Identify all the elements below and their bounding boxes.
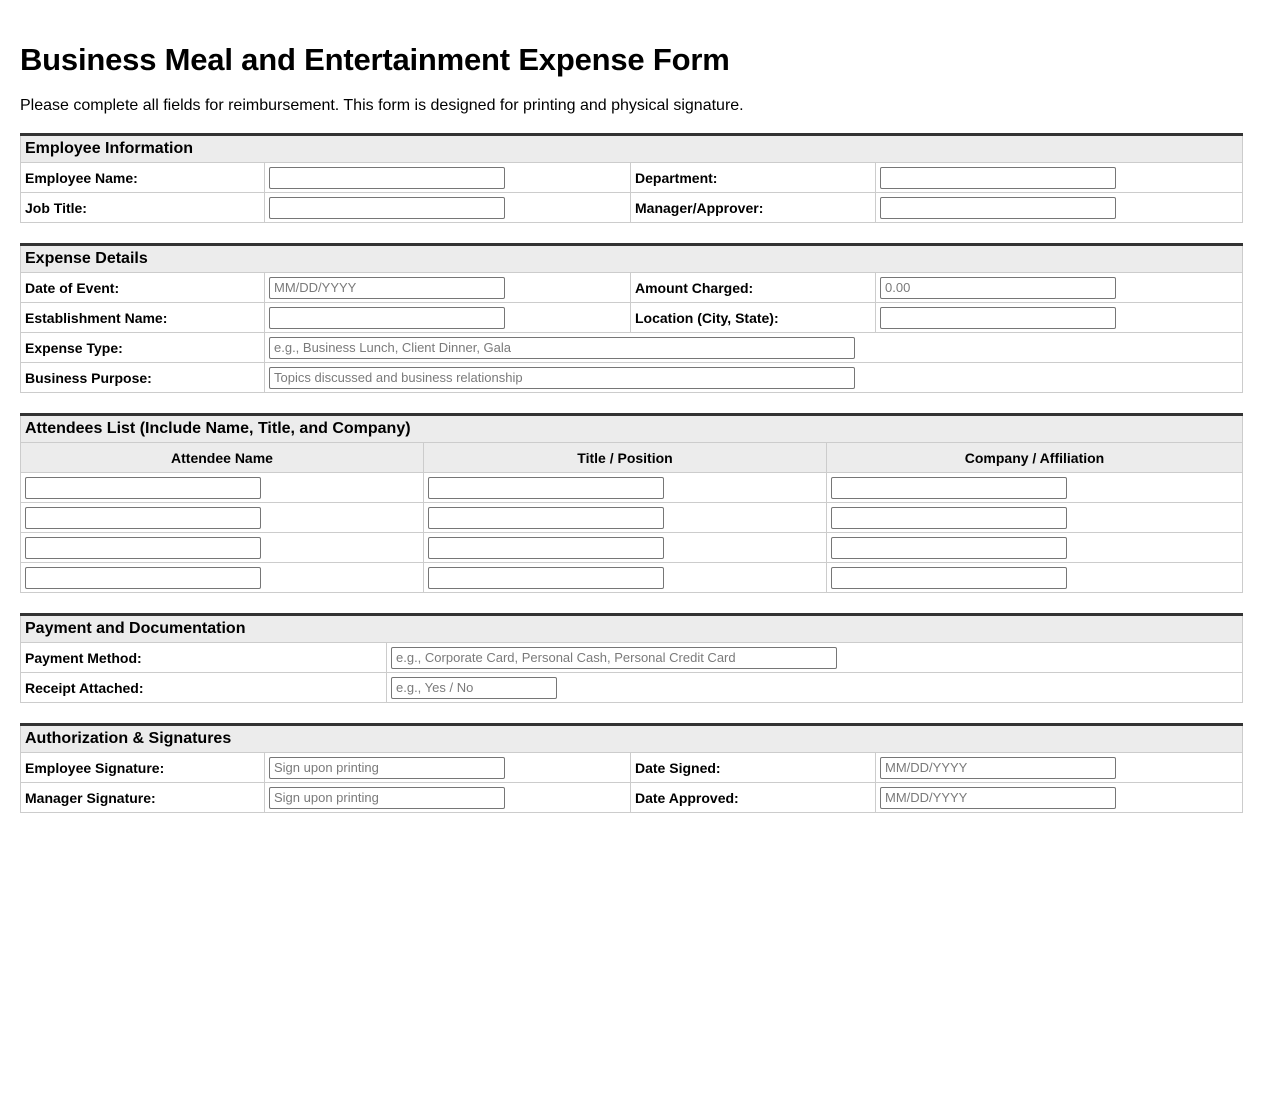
manager-approver-label: Manager/Approver: [631,193,876,223]
expense-details-section [20,243,1243,393]
employee-information-heading: Employee Information [21,135,1243,163]
establishment-name-label: Establishment Name: [21,303,265,333]
employee-information-section [20,133,1243,223]
attendee-name-field[interactable] [25,537,261,559]
expense-details-heading: Expense Details [21,245,1243,273]
payment-method-field[interactable] [391,647,837,669]
attendee-row [21,533,1243,563]
location-label: Location (City, State): [631,303,876,333]
date-approved-field[interactable] [880,787,1116,809]
attendee-row [21,473,1243,503]
date-signed-label: Date Signed: [631,753,876,783]
employee-signature-label: Employee Signature: [21,753,265,783]
page-title: Business Meal and Entertainment Expense Form [20,42,730,77]
attendee-company-field[interactable] [831,507,1067,529]
date-signed-field[interactable] [880,757,1116,779]
company-affiliation-column-header: Company / Affiliation [827,443,1243,473]
amount-charged-field[interactable] [880,277,1116,299]
attendee-title-field[interactable] [428,537,664,559]
job-title-label: Job Title: [21,193,265,223]
attendee-name-field[interactable] [25,567,261,589]
manager-signature-label: Manager Signature: [21,783,265,813]
attendee-name-column-header: Attendee Name [21,443,424,473]
manager-signature-field[interactable] [269,787,505,809]
amount-charged-label: Amount Charged: [631,273,876,303]
date-of-event-field[interactable] [269,277,505,299]
establishment-name-field[interactable] [269,307,505,329]
employee-name-field[interactable] [269,167,505,189]
business-purpose-label: Business Purpose: [21,363,265,393]
attendee-company-field[interactable] [831,567,1067,589]
expense-type-field[interactable] [269,337,855,359]
attendee-row [21,503,1243,533]
department-field[interactable] [880,167,1116,189]
form-instructions: Please complete all fields for reimbursement. This form is designed for printing and physical signature. [20,97,744,114]
expense-type-label: Expense Type: [21,333,265,363]
attendee-name-field[interactable] [25,507,261,529]
attendee-title-field[interactable] [428,477,664,499]
receipt-attached-field[interactable] [391,677,557,699]
attendee-title-field[interactable] [428,507,664,529]
attendees-heading: Attendees List (Include Name, Title, and Company) [21,415,1243,443]
manager-approver-field[interactable] [880,197,1116,219]
date-of-event-label: Date of Event: [21,273,265,303]
attendee-title-field[interactable] [428,567,664,589]
business-purpose-field[interactable] [269,367,855,389]
employee-signature-field[interactable] [269,757,505,779]
job-title-field[interactable] [269,197,505,219]
attendee-name-field[interactable] [25,477,261,499]
attendee-company-field[interactable] [831,537,1067,559]
employee-name-label: Employee Name: [21,163,265,193]
location-field[interactable] [880,307,1116,329]
receipt-attached-label: Receipt Attached: [21,673,387,703]
payment-documentation-section [20,613,1243,703]
payment-method-label: Payment Method: [21,643,387,673]
attendee-company-field[interactable] [831,477,1067,499]
title-position-column-header: Title / Position [424,443,827,473]
payment-documentation-heading: Payment and Documentation [21,615,1243,643]
attendee-row [21,563,1243,593]
authorization-section [20,723,1243,813]
department-label: Department: [631,163,876,193]
date-approved-label: Date Approved: [631,783,876,813]
authorization-heading: Authorization & Signatures [21,725,1243,753]
attendees-section [20,413,1243,593]
